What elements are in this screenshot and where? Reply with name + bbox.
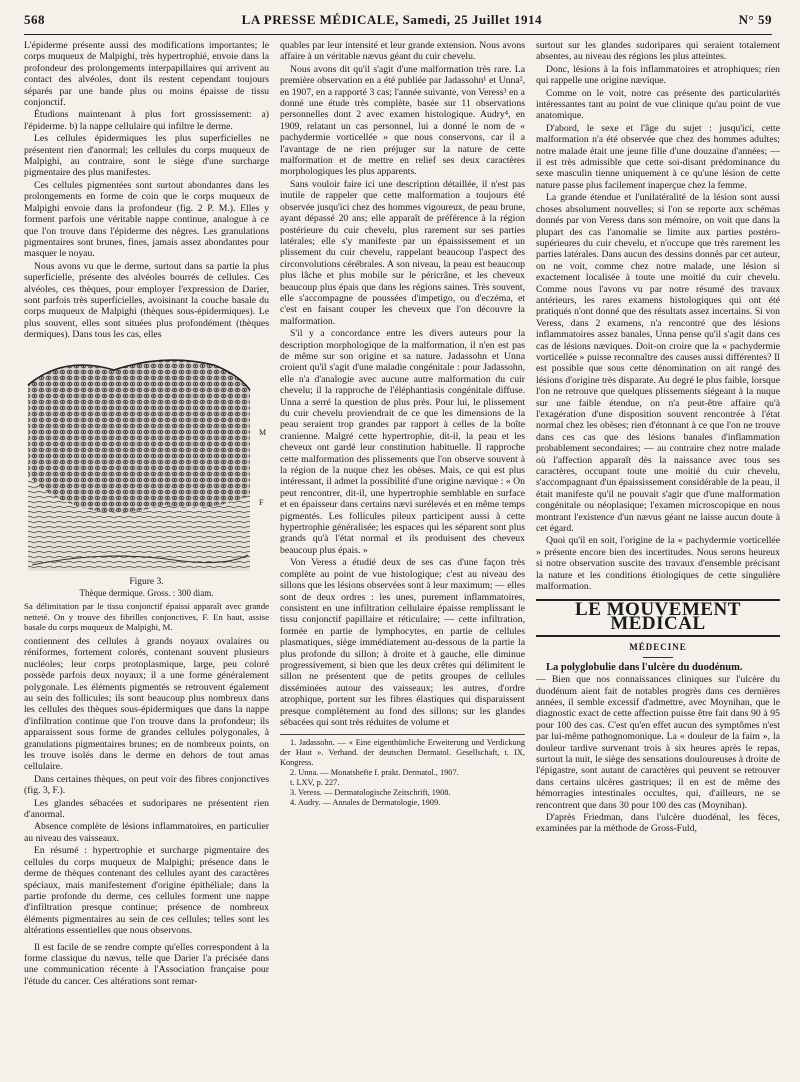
figure-label-f: F [259, 497, 264, 507]
paragraph: Absence complète de lésions inflammatoires, en particulier au niveau des vaisseaux. [24, 821, 269, 844]
figure-caption: Sa délimitation par le tissu conjonctif épaissi apparaît avec grande netteté. On y trouve des fibrilles conjonctives, F. En haut, assise basale du corps muqueux de Malpighi, M. [24, 601, 269, 632]
figure-title: Figure 3. [129, 576, 164, 587]
paragraph: Nous avons dit qu'il s'agit d'une malformation très rare. La première observation en a été publiée par Jadassohn¹ et Unna², en 1907, en a rapporté 3 cas; l'année suivante, von Veress³ en a donné une étude très complète, basée sur 11 observations personnelles dont 2 avec examen histologique. Audry⁴, en 1909, relatant un cas personnel, lui a donné le nom de « pachydermie vorticellée » que nous conservons, car il a l'avantage de ne rien préjuger sur la nature de cette malformation et de mettre en relief ses deux caractères morphologiques les plus apparents. [280, 63, 525, 178]
figure-3 [24, 345, 269, 632]
paragraph: En résumé : hypertrophie et surcharge pigmentaire des cellules du corps muqueux de Malpighi; présence dans le derme de thèques contenant des cellules ayant des caractères spéciaux, mais manifestement d'origine épithéliale; dans la partie profonde du derme, ces cellules forment une nappe d'infiltration presque continue; présence de nombreux éléments pigmentaires au sein de ces cellules; telles sont les altérations essentielles que nous observons. [24, 845, 269, 937]
paragraph: quables par leur intensité et leur grande extension. Nous avons affaire à un véritable nævus géant du cuir chevelu. [280, 40, 525, 63]
column-2 [280, 40, 525, 1076]
article-title: La polyglobulie dans l'ulcère du duodénum. [546, 661, 743, 673]
paragraph: Von Veress a étudié deux de ses cas d'une façon très complète au point de vue histologique; c'est au niveau des sillons que les lésions observées sont à leur maximum; — elles sont de deux ordres : les unes, purement inflammatoires, consistent en une infiltration cellulaire épaisse remplissant le tissu conjonctif papillaire et réticulaire; — cette infiltration, formée en partie de lymphocytes, en partie de cellules plasmatiques, siège immédiatement au-dessous de la partie la plus profonde du sillon; à droite et à gauche, elle diminue progressivement, si bien que les deux crêtes qui délimitent le sillon ne présentent que de petits groupes de cellules disséminées autour des vaisseaux; les autres, d'ordre atrophique, portent sur les fibres élastiques qui disparaissent presque complètement au fond des sillons; sur les glandes sébacées qui sont très réduites de volume et [280, 557, 525, 728]
paragraph: Les cellules épidermiques les plus superficielles ne présentent rien d'anormal; les cellules du corps muqueux de Malpighi, au contraire, sont le siège d'une surcharge pigmentaire des plus manifestes. [24, 133, 269, 179]
histology-engraving [24, 345, 254, 575]
subsection-rule [643, 657, 673, 658]
paragraph: Sans vouloir faire ici une description détaillée, il n'est pas inutile de rappeler que cette malformation a toujours été observée jusqu'ici chez des hommes vigoureux, de peau brune, ayant dépassé 20 ans; elle apparaît de préférence à la région postérieure du cuir chevelu, plus rarement sur ses parties latérales; elle s'y manifeste par un épaississement et un plissement du cuir chevelu, rappelant beaucoup l'aspect des circonvolutions cérébrales. A son niveau, la peau est beaucoup plus lâche et plus mobile sur le péricrâne, et les cheveux beaucoup plus épais que dans les régions saines. Très souvent, elle s'accompagne de poussées d'impetigo, ou d'eczéma, et c'est en faisant couper les cheveux que l'on découvre la malformation. [280, 178, 525, 327]
footnote: 2. Unna. — Monatshefte f. prakt. Dermatol., 1907. [290, 768, 459, 778]
footnote: 4. Audry. — Annales de Dermatologie, 1909. [290, 798, 441, 808]
section-title: LE MOUVEMENT MÉDICAL [575, 598, 741, 634]
subsection-title: MÉDECINE [629, 642, 687, 653]
paragraph: D'après Friedman, dans l'ulcère duodénal, les fèces, examinées par la méthode de Gross-Fuld, [536, 812, 780, 835]
figure-label-m: M [259, 427, 267, 437]
paragraph: — Bien que nos connaissances cliniques sur l'ulcère du duodénum aient fait de notables progrès dans ces dernières années, il semble excessif d'admettre, avec Moynihan, que le diagnostic exact de cette affection puisse être fait dans 90 à 95 pour 100 des cas. C'est qu'en effet aucun des symptômes n'est par lui-même pathognomonique. La « douleur de la faim », la douleur tardive survenant trois à six heures après le repas, surtout la nuit, le siège des sensations douloureuses à droite de l'épigastre, sont autant de caractères qui peuvent se retrouver dans certains ulcères gastriques; il en est de même des hémorragies intestinales occultes, qui, d'ailleurs, ne se rencontrent que dans 30 pour 100 des cas (Moynihan). [536, 674, 780, 811]
issue-number: N° 59 [738, 12, 772, 27]
paragraph: S'il y a concordance entre les divers auteurs pour la description morphologique de la malformation, il n'en est pas de même sur son origine et sa nature. Jadassohn et Unna croient qu'il s'agit d'une maladie congénitale : pour Jadassohn, elle n'a d'analogie avec aucune autre malformation du cuir chevelu; il la rapproche de l'éléphantiasis congénitale diffuse. Unna a serré la question de plus près. Pour lui, le plissement du cuir chevelu proviendrait de ce que les dimensions de la peau seraient trop grandes par rapport à celles de la boîte cranienne. Malgré cette hypertrophie, dit-il, la peau et les cheveux ont gardé leur constitution habituelle. Il rapproche cette malformation des plissements que l'on observe souvent à la région de la nuque chez les obèses. Mais, ce qui est plus intéressant, il admet la possibilité d'une origine nævique : « On peut rencontrer, dit-il, une hypertrophie semblable en surface et en épaisseur dans certains nævi surélevés et en même temps pigmentés. Les follicules pileux participent aussi à cette hypertrophie généralisée; les espaces qui les séparent sont plus grands qu'à l'état normal et ils produisent des cheveux beaucoup plus épais. » [280, 328, 525, 556]
journal-title: LA PRESSE MÉDICALE, Samedi, 25 Juillet 1914 [241, 12, 542, 27]
paragraph: L'épiderme présente aussi des modifications importantes; le corps muqueux de Malpighi, très hypertrophié, envoie dans la profondeur des prolongements interpapillaires qui arrivent au contact des alvéoles, dont ils restent cependant toujours séparés par une bande plus ou moins épaisse de tissu conjonctif. [24, 40, 269, 109]
paragraph: Ces cellules pigmentées sont surtout abondantes dans les prolongements en forme de coin que le corps muqueux de Malpighi envoie dans la profondeur (fig. 2 P. M.). Elles y forment parfois une véritable nappe continue, analogue à ce que l'on trouve dans l'épiderme des nègres. Les granulations pigmentaires sont brunes, fines, jamais assez abondantes pour masquer le noyau. [24, 179, 269, 260]
paragraph: Les glandes sébacées et sudoripares ne présentent rien d'anormal. [24, 797, 269, 821]
paragraph: La grande étendue et l'unilatéralité de la lésion sont aussi choses absolument nouvelles; si l'on se reporte aux schémas donnés par von Veress dans son mémoire, on voit que dans la plupart des cas l'anomalie se limite aux parties postéro-supérieures du cuir chevelu, et n'occupe que très rarement les parties latérales. Dans aucun des dessins donnés par cet auteur, on ne voit, comme chez notre malade, une lésion si exactement localisée à toute une moitié du cuir chevelu. Comme nous l'avons vu par notre résumé des travaux antérieurs, les rares examens histologiques qui ont été pratiqués n'ont donné que des résultats assez incertains. Si von Veress, dans 2 examens, n'a rencontré que des lésions inflammatoires assez banales, Unna pense qu'il s'agit dans ces cas de lésions næviques. Doit-on croire que la « pachydermie vorticellée » puisse reconnaître des causes aussi différentes? Il est possible que sous cette dénomination on ait rangé des lésions d'origine très disparate. Au degré le plus faible, lorsque l'on ne retrouve que quelques plissements siégeant à la nuque sur une faible étendue, on n'a peut-être affaire qu'à l'exagération d'une disposition souvent rencontrée à l'état normal chez les obèses; rien d'étonnant à ce que l'on ne trouve dans ces cas que des lésions banales d'inflammation probablement secondaires; — au contraire chez notre malade où l'affection apparaît dès la naissance avec tous ses caractères, occupant toute une moitié du cuir chevelu, s'accompagnant d'un épaississement considérable de la peau, il était manifeste qu'il ne pouvait s'agir que d'une malformation congénitale ou néoplasique; l'examen microscopique en nous montrant l'existence d'un nævus géant ne laisse aucun doute à cet égard. [536, 192, 780, 535]
paragraph: surtout sur les glandes sudoripares qui seraient totalement absentes, au niveau des régions les plus atteintes. [536, 40, 780, 63]
figure-subtitle: Thèque dermique. Gross. : 300 diam. [79, 587, 214, 598]
footnote: 1. Jadassohn. — « Eine eigenthümliche Erweiterung und Verdickung der Haut ». Verhand. der deutschen Dermatol. Gesellschaft, t. IX, Kongress. [280, 738, 525, 768]
paragraph: contiennent des cellules à grands noyaux ovalaires ou réniformes, fortement colorés, contenant souvent plusieurs nucléoles; leur corps protoplasmique, large, peu coloré possède parfois deux noyaux; il a une forme généralement polygonale. Les éléments pigmentés se retrouvent également au sein des follicules; ils sont beaucoup plus nombreux dans les cellules des thèques sous-épidermiques que dans la nappe d'infiltration continue que l'on trouve dans la profondeur; ils apparaissent sous forme de grandes cellules polygonales, à granulations pigmentaires brunes; en de nombreux points, on les trouve isolés dans le derme en dehors de tout amas cellulaire. [24, 635, 269, 773]
paragraph: Quoi qu'il en soit, l'origine de la « pachydermie vorticellée » présente encore bien des incertitudes. Nous serons heureux si notre observation suscite des travaux d'ensemble précisant la nature et les conditions étiologiques de cette singulière malformation. [536, 535, 780, 593]
paragraph: Étudions maintenant à plus fort grossissement: a) l'épiderme. b) la nappe cellulaire qui infiltre le derme. [24, 109, 269, 132]
footnotes [280, 734, 525, 808]
footnote: 3. Veress. — Dermatologische Zeitschrift, 1908. [290, 788, 451, 798]
paragraph: Nous avons vu que le derme, surtout dans sa partie la plus superficielle, présente des alvéoles bourrés de cellules. Ces alvéoles, ces thèques, pour employer l'expression de Darier, sont parfois très superficielles, avoisinant la couche basale du corps muqueux de Malpighi (thèques sous-épidermiques). Le plus souvent, elles sont situées plus profondément (thèques dermiques). Dans tous les cas, elles [24, 260, 269, 341]
section-header [536, 599, 780, 638]
footnote: t. LXV, p. 227. [290, 778, 340, 788]
page-number: 568 [24, 12, 45, 27]
paragraph: Comme on le voit, notre cas présente des particularités intéressantes tant au point de vue clinique qu'au point de vue anatomique. [536, 87, 780, 122]
column-3 [536, 40, 780, 1076]
column-1 [24, 40, 269, 1076]
paragraph: D'abord, le sexe et l'âge du sujet : jusqu'ici, cette malformation n'a été observée que chez des hommes adultes; notre malade était une jeune fille d'une douzaine d'années; — il est très admissible que cette soi-disant prédominance du sexe masculin tienne uniquement à ce qu'une lésion de cette nature passe plus facilement inaperçue chez la femme. [536, 122, 780, 191]
paragraph: Dans certaines thèques, on peut voir des fibres conjonctives (fig. 3, F.). [24, 773, 269, 797]
header-rule [24, 34, 772, 35]
paragraph: Donc, lésions à la fois inflammatoires et atrophiques; rien qui rappelle une origine nævique. [536, 63, 780, 87]
page-header [24, 12, 772, 32]
paragraph: Il est facile de se rendre compte qu'elles correspondent à la forme classique du nævus, telle que Darier l'a précisée dans une communication récente à l'Association française pour l'étude du cancer. Ces altérations sont remar- [24, 941, 269, 987]
